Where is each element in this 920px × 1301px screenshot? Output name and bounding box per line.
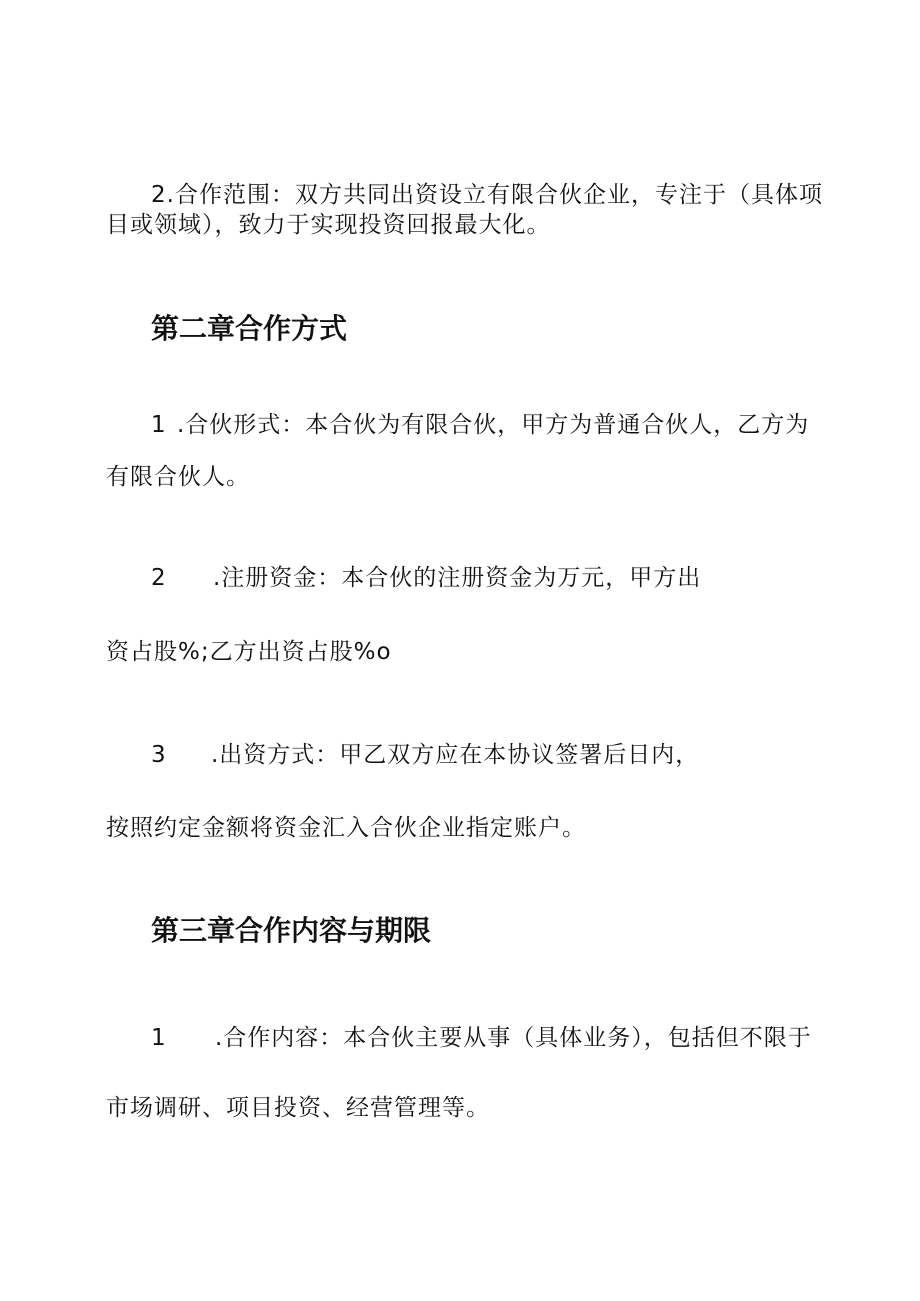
clause-number: 1 (151, 1025, 167, 1051)
chapter-2-clause-2-line-2: 资占股%;乙方出资占股%o (106, 639, 392, 665)
chapter-3-heading: 第三章合作内容与期限 (151, 914, 432, 947)
chapter-2-clause-1-line-2: 有限合伙人。 (106, 464, 250, 490)
chapter-2-clause-2-line-1 (151, 563, 701, 593)
chapter-2-clause-1-line-1 (151, 410, 809, 440)
clause-number: 2. (151, 182, 175, 208)
clause-number: 2 (151, 565, 167, 591)
clause-text: .出资方式：甲乙双方应在本协议签署后日内， (211, 742, 700, 768)
chapter-2-heading: 第二章合作方式 (151, 312, 348, 345)
chapter-2-clause-3-line-1 (151, 740, 699, 770)
clause-2-line-1 (151, 180, 823, 210)
clause-text: .注册资金：本合伙的注册资金为万元，甲方出 (213, 565, 702, 591)
chapter-3-clause-1-line-2: 市场调研、项目投资、经营管理等。 (106, 1095, 490, 1121)
clause-number: 3 (151, 742, 167, 768)
clause-2-line-2: 目或领域），致力于实现投资回报最大化。 (106, 212, 551, 238)
clause-number: 1 (151, 412, 167, 438)
clause-text: .合伙形式：本合伙为有限合伙，甲方为普通合伙人，乙方为 (177, 412, 810, 438)
chapter-3-clause-1-line-1 (151, 1023, 812, 1053)
clause-text: .合作内容：本合伙主要从事（具体业务），包括但不限于 (215, 1025, 812, 1051)
chapter-2-clause-3-line-2: 按照约定金额将资金汇入合伙企业指定账户。 (106, 815, 586, 841)
clause-text: 合作范围：双方共同出资设立有限合伙企业，专注于（具体项 (174, 182, 823, 208)
